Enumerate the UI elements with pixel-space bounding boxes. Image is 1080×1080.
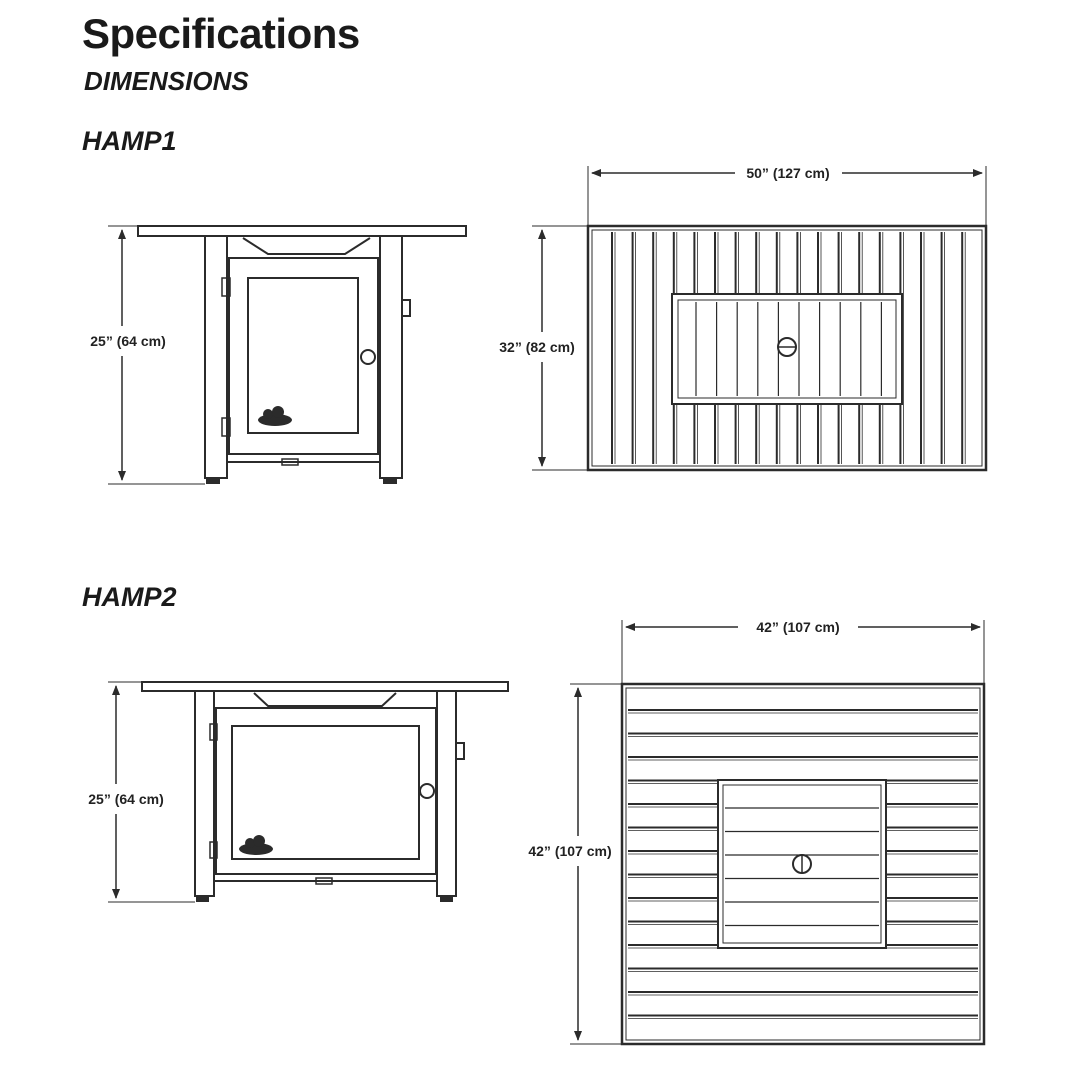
hamp2-width-label: 42” (107 cm) bbox=[756, 619, 840, 635]
page-title: Specifications bbox=[82, 10, 360, 57]
model-label-hamp1: HAMP1 bbox=[82, 126, 177, 156]
hamp2-depth-label: 42” (107 cm) bbox=[528, 843, 612, 859]
hamp1-side-view bbox=[90, 226, 466, 484]
section-subtitle: DIMENSIONS bbox=[84, 66, 249, 96]
hamp2-height-label: 25” (64 cm) bbox=[88, 791, 164, 807]
hamp1-height-label: 25” (64 cm) bbox=[90, 333, 166, 349]
hamp1-top-view bbox=[499, 165, 986, 470]
hamp2-top-view bbox=[528, 619, 984, 1044]
hamp1-depth-label: 32” (82 cm) bbox=[499, 339, 575, 355]
model-label-hamp2: HAMP2 bbox=[82, 582, 177, 612]
brand-logo-icon bbox=[258, 406, 292, 426]
hamp2-side-view bbox=[88, 682, 508, 902]
brand-logo-icon bbox=[239, 835, 273, 855]
hamp1-width-label: 50” (127 cm) bbox=[746, 165, 830, 181]
